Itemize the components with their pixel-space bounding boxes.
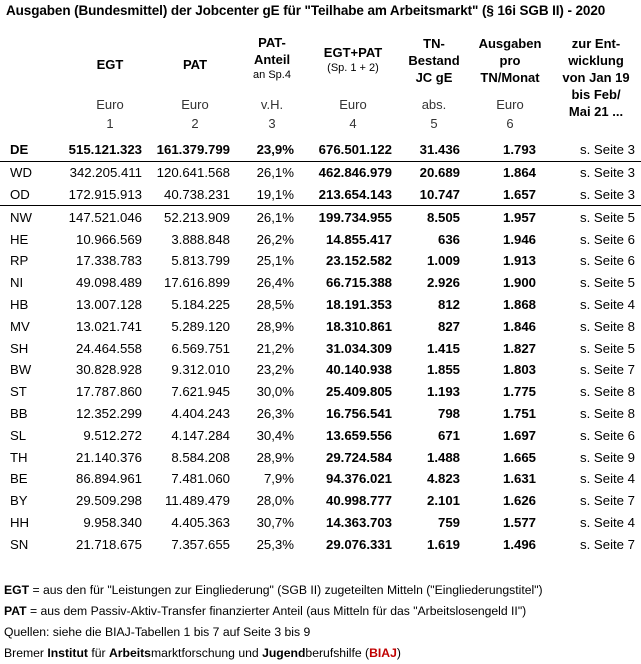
cell-pro: 1.657 [466,184,542,206]
cell-pat: 4.405.363 [171,514,230,530]
cell-pro: 1.665 [502,449,536,465]
unit-egt: Euro [96,97,124,112]
cell-tn: 10.747 [398,184,466,206]
cell-anteil: 30,7% [256,514,294,530]
cell-pat: 52.213.909 [163,209,230,225]
cell-pro: 1.775 [502,384,536,400]
cell-st: BY [10,493,28,509]
cell-pat: 161.379.799 [148,139,236,161]
cell-st: BB [10,405,28,421]
cell-tn: 4.823 [426,471,460,487]
cell-tn: 1.855 [426,362,460,378]
cell-ref: s. Seite 3 [580,165,635,181]
cell-anteil: 28,9% [256,449,294,465]
unit-sum: Euro [339,97,367,112]
cell-anteil: 28,0% [256,493,294,509]
header-pro [470,35,550,86]
header-pro-line2: pro [499,53,521,68]
cell-st: NW [10,209,32,225]
cell-anteil: 26,1% [256,209,294,225]
cell-egt: 21.718.675 [75,536,142,552]
table-row [0,337,641,359]
cell-egt: 12.352.299 [75,405,142,421]
cell-pat: 6.569.751 [171,340,230,356]
cell-pro: 1.626 [502,493,536,509]
cell-pro: 1.913 [502,253,536,269]
unit-pro: Euro [496,97,524,112]
cell-anteil: 26,2% [256,231,294,247]
cell-tn: 759 [437,514,460,530]
cell-st: ST [10,384,27,400]
inst-part-1: Bremer [4,646,48,660]
cell-egt: 9.958.340 [83,514,142,530]
cell-pro: 1.846 [502,318,536,334]
cell-sum: 18.310.861 [325,318,392,334]
cell-sum: 16.756.541 [325,405,392,421]
cell-pat: 3.888.848 [171,231,230,247]
table-row [0,184,641,206]
cell-ref: s. Seite 3 [542,184,641,206]
cell-sum: 676.501.122 [300,139,398,161]
cell-pat: 7.481.060 [171,471,230,487]
header-ref-line4: bis Feb/ [571,87,621,102]
header-tn-line2: Bestand [408,53,460,68]
colnum-6: 6 [506,116,514,131]
colnum-3: 3 [268,116,276,131]
cell-sum: 29.724.584 [325,449,392,465]
cell-tn: 1.009 [426,253,460,269]
cell-st: HE [10,231,29,247]
cell-egt: 13.007.128 [75,296,142,312]
table-row [0,161,641,183]
cell-tn: 636 [437,231,460,247]
cell-pat: 120.641.568 [156,165,230,181]
table-row [0,294,641,316]
cell-tn: 827 [437,318,460,334]
cell-ref: s. Seite 6 [580,231,635,247]
cell-ref: s. Seite 5 [580,340,635,356]
cell-pro: 1.697 [502,427,536,443]
table-row [0,206,641,228]
cell-pro: 1.803 [502,362,536,378]
cell-sum: 18.191.353 [325,296,392,312]
header-pro-line3: TN/Monat [480,70,540,85]
footnote-pat-key: PAT [4,604,27,618]
table-row [0,403,641,425]
table-row [0,381,641,403]
cell-pat: 8.584.208 [171,449,230,465]
colnum-1: 1 [106,116,114,131]
cell-egt: 10.966.569 [75,231,142,247]
cell-pro: 1.496 [502,536,536,552]
cell-tn: 2.101 [426,493,460,509]
colnum-5: 5 [430,116,438,131]
header-pro-line1: Ausgaben [478,36,542,51]
cell-st: BE [10,471,28,487]
cell-anteil: 19,1% [236,184,300,206]
table-body [0,139,641,555]
table-row [0,359,641,381]
table-row [0,228,641,250]
cell-tn: 1.488 [426,449,460,465]
cell-pat: 40.738.231 [148,184,236,206]
cell-ref: s. Seite 4 [580,471,635,487]
cell-st: NI [10,275,24,291]
header-ref-line1: zur Ent- [571,36,621,51]
table-row [0,533,641,555]
cell-sum: 31.034.309 [325,340,392,356]
cell-ref: s. Seite 8 [580,405,635,421]
cell-pat: 7.621.945 [171,384,230,400]
unit-pat: Euro [181,97,209,112]
table-row [0,250,641,272]
cell-egt: 147.521.046 [68,209,142,225]
cell-anteil: 7,9% [263,471,294,487]
cell-pro: 1.864 [502,165,536,181]
cell-anteil: 26,4% [256,275,294,291]
header-ref-line5: Mai 21 ... [568,104,624,119]
cell-st: WD [10,165,32,181]
inst-part-5: marktforschung und [150,646,263,660]
cell-anteil: 23,2% [256,362,294,378]
cell-tn: 1.619 [426,536,460,552]
inst-part-2: Institut [47,646,88,660]
column-headers [0,26,641,140]
cell-pat: 4.404.243 [171,405,230,421]
cell-pro: 1.577 [502,514,536,530]
cell-ref: s. Seite 4 [580,514,635,530]
cell-st: DE [0,139,52,161]
header-ref-line3: von Jan 19 [562,70,630,85]
cell-tn: 798 [437,405,460,421]
data-table [0,139,641,555]
cell-egt: 13.021.741 [75,318,142,334]
cell-egt: 29.509.298 [75,493,142,509]
cell-anteil: 25,3% [256,536,294,552]
cell-pat: 5.289.120 [171,318,230,334]
cell-tn: 1.193 [426,384,460,400]
cell-pro: 1.957 [502,209,536,225]
cell-sum: 14.855.417 [325,231,392,247]
inst-part-9: ) [396,646,401,660]
cell-pat: 7.357.655 [171,536,230,552]
cell-ref: s. Seite 6 [580,253,635,269]
cell-pat: 5.813.799 [171,253,230,269]
table-row [0,424,641,446]
cell-anteil: 25,1% [256,253,294,269]
cell-pro: 1.631 [502,471,536,487]
unit-anteil: v.H. [260,97,284,112]
cell-st: HB [10,296,29,312]
cell-st: RP [10,253,29,269]
header-tn-line1: TN- [423,36,445,51]
cell-anteil: 28,5% [256,296,294,312]
cell-egt: 515.121.323 [52,139,148,161]
table-title: Ausgaben (Bundesmittel) der Jobcenter gE für "Teilhabe am Arbeitsmarkt" (§ 16i SGB II) - 2020 [6,3,606,18]
footnote-egt-key: EGT [4,583,30,597]
cell-anteil: 21,2% [256,340,294,356]
cell-tn: 20.689 [419,165,460,181]
cell-ref: s. Seite 7 [580,536,635,552]
cell-ref: s. Seite 7 [580,493,635,509]
cell-pat: 9.312.010 [171,362,230,378]
cell-sum: 40.998.777 [325,493,392,509]
cell-sum: 66.715.388 [325,275,392,291]
inst-part-7: berufshilfe ( [305,646,370,660]
cell-ref: s. Seite 8 [580,318,635,334]
footnote-egt [4,580,640,601]
cell-pro: 1.827 [502,340,536,356]
table-row [0,446,641,468]
cell-anteil: 30,0% [256,384,294,400]
cell-st: SN [10,536,29,552]
cell-egt: 49.098.489 [75,275,142,291]
cell-sum: 13.659.556 [325,427,392,443]
colnum-2: 2 [191,116,199,131]
cell-ref: s. Seite 6 [580,427,635,443]
cell-st: HH [10,514,30,530]
inst-part-3: für [87,646,109,660]
cell-sum: 23.152.582 [325,253,392,269]
cell-st: TH [10,449,28,465]
cell-pat: 11.489.479 [164,493,230,509]
cell-pat: 17.616.899 [163,275,230,291]
cell-ref: s. Seite 4 [580,296,635,312]
header-anteil [242,34,302,82]
cell-sum: 25.409.805 [325,384,392,400]
cell-sum: 29.076.331 [325,536,392,552]
cell-tn: 1.415 [426,340,460,356]
cell-st: OD [0,184,52,206]
cell-tn: 2.926 [426,275,460,291]
cell-egt: 21.140.376 [75,449,142,465]
cell-egt: 172.915.913 [52,184,148,206]
cell-pro: 1.946 [502,231,536,247]
cell-st: SH [10,340,29,356]
cell-egt: 17.338.783 [75,253,142,269]
table-row [0,490,641,512]
cell-st: BW [10,362,32,378]
cell-pro: 1.868 [502,296,536,312]
cell-st: SL [10,427,27,443]
cell-sum: 213.654.143 [300,184,398,206]
cell-ref: s. Seite 8 [580,384,635,400]
header-sum [308,44,398,75]
header-egt: EGT [96,57,124,72]
cell-tn: 31.436 [398,139,466,161]
cell-tn: 812 [437,296,460,312]
cell-ref: s. Seite 5 [580,209,635,225]
table-row [0,468,641,490]
cell-tn: 8.505 [426,209,460,225]
cell-egt: 24.464.558 [75,340,142,356]
header-sum-sub: (Sp. 1 + 2) [327,62,379,74]
cell-st: MV [10,318,30,334]
cell-sum: 14.363.703 [325,514,392,530]
cell-anteil: 26,3% [256,405,294,421]
cell-pro: 1.793 [466,139,542,161]
cell-ref: s. Seite 3 [542,139,641,161]
footnote-pat [4,601,640,622]
cell-anteil: 26,1% [256,165,294,181]
cell-egt: 342.205.411 [69,165,142,181]
header-ref [553,35,639,120]
unit-tn: abs. [421,97,447,112]
cell-anteil: 28,9% [256,318,294,334]
cell-ref: s. Seite 5 [580,275,635,291]
footnote-sources: Quellen: siehe die BIAJ-Tabellen 1 bis 7 auf Seite 3 bis 9 [4,625,311,639]
footnote-pat-text: = aus dem Passiv-Aktiv-Transfer finanzierter Anteil (aus Mitteln für das "Arbeitslosengeld II") [26,604,527,618]
footnote-egt-text: = aus den für "Leistungen zur Eingliederung" (SGB II) zugeteilten Mitteln ("Eingliederungstitel") [29,583,543,597]
header-sum-line1: EGT+PAT [323,45,383,60]
cell-egt: 9.512.272 [83,427,142,443]
inst-part-4: Arbeits [108,646,151,660]
cell-anteil: 23,9% [236,139,300,161]
cell-egt: 17.787.860 [75,384,142,400]
header-tn [400,35,468,86]
header-anteil-line1: PAT- [258,35,286,50]
header-anteil-line2: Anteil [253,52,291,67]
footnotes [4,580,640,664]
table-row [0,315,641,337]
cell-sum: 94.376.021 [325,471,392,487]
cell-anteil: 30,4% [256,427,294,443]
colnum-4: 4 [349,116,357,131]
cell-egt: 30.828.928 [75,362,142,378]
table-row [0,139,641,161]
cell-pat: 5.184.225 [171,296,230,312]
cell-sum: 462.846.979 [318,165,392,181]
table-row [0,512,641,534]
table-row [0,272,641,294]
header-ref-line2: wicklung [568,53,624,68]
cell-sum: 199.734.955 [318,209,392,225]
header-pat: PAT [182,57,208,72]
inst-part-8: BIAJ [369,646,397,660]
cell-pro: 1.751 [502,405,536,421]
cell-tn: 671 [437,427,460,443]
cell-pro: 1.900 [502,275,536,291]
cell-ref: s. Seite 7 [580,362,635,378]
cell-sum: 40.140.938 [325,362,392,378]
cell-egt: 86.894.961 [75,471,142,487]
inst-part-6: Jugend [262,646,306,660]
cell-pat: 4.147.284 [171,427,230,443]
header-anteil-sub: an Sp.4 [253,69,291,81]
header-tn-line3: JC gE [415,70,453,85]
footnote-institute [4,643,640,664]
cell-ref: s. Seite 9 [580,449,635,465]
